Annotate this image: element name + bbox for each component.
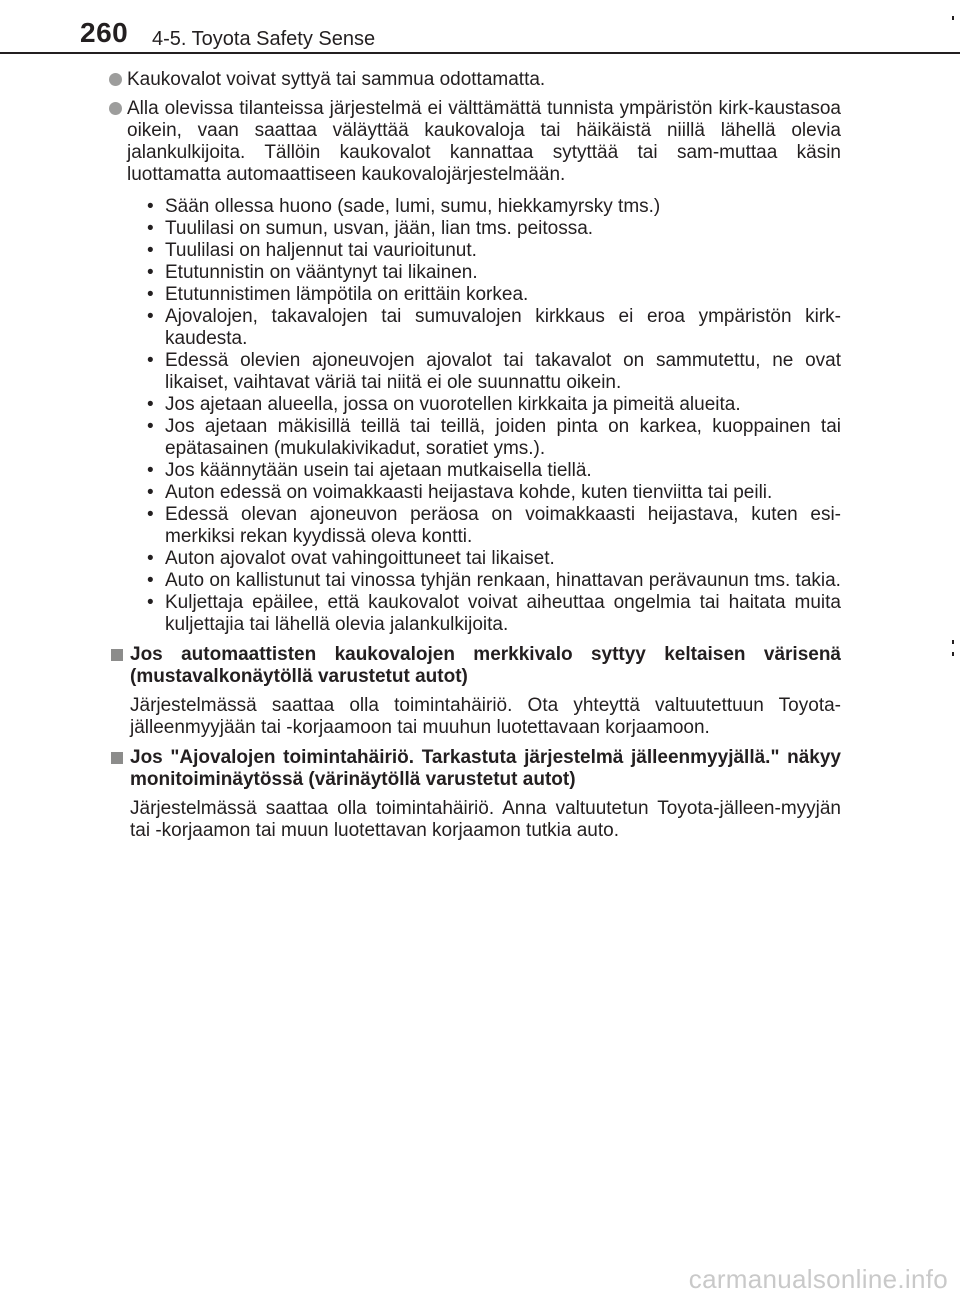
- edge-mark: [952, 652, 954, 656]
- bullet-icon: •: [147, 262, 154, 283]
- bullet-icon: •: [147, 350, 154, 371]
- section-square-icon: [111, 649, 123, 661]
- paragraph-text: Alla olevissa tilanteissa järjestelmä ei välttämättä tunnista ympäristön kirk-kaustasoa oikein, vaan saattaa väläyttää kaukovaloja tai häikäistä niillä lähellä olevia jalankulkijoita. Tällöin kaukovalot kannattaa sytyttää tai sam-muttaa käsin luottamatta automaattiseen kaukovalojärjestelmään.: [127, 98, 841, 185]
- list-item: • Jos ajetaan mäkisillä teillä tai teillä, joiden pinta on karkea, kuoppainen tai epätasainen (mukulakivikadut, soratiet yms.).: [147, 416, 841, 459]
- page-header: [0, 0, 960, 56]
- header-divider: [0, 52, 960, 54]
- bullet-icon: •: [147, 482, 154, 503]
- watermark: carmanualsonline.info: [688, 1264, 948, 1294]
- condition-list: [147, 196, 841, 636]
- list-item: • Jos ajetaan alueella, jossa on vuorotellen kirkkaita ja pimeitä alueita.: [147, 394, 741, 415]
- list-item: • Auton ajovalot ovat vahingoittuneet tai likaiset.: [147, 548, 555, 569]
- list-item: • Edessä olevien ajoneuvojen ajovalot tai takavalot on sammutettu, ne ovat likaiset, vaihtavat väriä tai niitä ei ole suunnattu oikein.: [147, 350, 841, 393]
- list-item: • Edessä olevan ajoneuvon peräosa on voimakkaasti heijastava, kuten esi-merkiksi rekan kyydissä oleva kontti.: [147, 504, 841, 547]
- bullet-icon: •: [147, 196, 154, 217]
- list-item: • Etutunnistimen lämpötila on erittäin korkea.: [147, 284, 529, 305]
- list-item: • Tuulilasi on haljennut tai vaurioitunut.: [147, 240, 477, 261]
- bullet-icon: •: [147, 504, 154, 525]
- bullet-icon: •: [147, 240, 154, 261]
- edge-mark: [952, 640, 954, 644]
- bullet-dot-icon: [109, 73, 122, 86]
- section-indicator-yellow: [107, 644, 841, 739]
- bullet-icon: •: [147, 306, 154, 327]
- bullet-icon: •: [147, 416, 154, 437]
- bullet-icon: •: [147, 548, 154, 569]
- bullet-dot-icon: [109, 102, 122, 115]
- section-heading: Jos "Ajovalojen toimintahäiriö. Tarkastuta järjestelmä jälleenmyyjällä." näkyy monitoiminäytössä (värinäytöllä varustetut autot): [130, 747, 841, 790]
- paragraph-2: [107, 98, 841, 186]
- list-item: • Jos käännytään usein tai ajetaan mutkaisella tiellä.: [147, 460, 592, 481]
- paragraph-1: [107, 69, 841, 91]
- section-square-icon: [111, 752, 123, 764]
- bullet-icon: •: [147, 284, 154, 305]
- bullet-icon: •: [147, 460, 154, 481]
- section-title: 4-5. Toyota Safety Sense: [152, 28, 376, 50]
- section-headlight-malfunction: [107, 747, 841, 842]
- page-number: 260: [80, 17, 129, 48]
- paragraph-text: Kaukovalot voivat syttyä tai sammua odottamatta.: [127, 69, 546, 90]
- bullet-icon: •: [147, 592, 154, 613]
- list-item: • Auto on kallistunut tai vinossa tyhjän renkaan, hinattavan perävaunun tms. takia.: [147, 570, 841, 591]
- list-item: • Sään ollessa huono (sade, lumi, sumu, hiekkamyrsky tms.): [147, 196, 661, 217]
- section-body: Järjestelmässä saattaa olla toimintahäiriö. Ota yhteyttä valtuutettuun Toyota-jälleenmyyjään tai -korjaamoon tai muuhun luotettavaan korjaamoon.: [130, 695, 841, 738]
- section-body: Järjestelmässä saattaa olla toimintahäiriö. Anna valtuutetun Toyota-jälleen-myyjän tai -korjaamon tai muun luotettavan korjaamon tutkia auto.: [130, 798, 841, 841]
- list-item: • Etutunnistin on vääntynyt tai likainen.: [147, 262, 478, 283]
- bullet-icon: •: [147, 218, 154, 239]
- list-item: • Tuulilasi on sumun, usvan, jään, lian tms. peitossa.: [147, 218, 594, 239]
- list-item: • Kuljettaja epäilee, että kaukovalot voivat aiheuttaa ongelmia tai haitata muita kuljettajia tai lähellä olevia jalankulkijoita.: [147, 592, 841, 635]
- bullet-icon: •: [147, 394, 154, 415]
- edge-mark: [952, 16, 954, 20]
- list-item: • Ajovalojen, takavalojen tai sumuvalojen kirkkaus ei eroa ympäristön kirk-kaudesta.: [147, 306, 841, 349]
- bullet-icon: •: [147, 570, 154, 591]
- list-item: • Auton edessä on voimakkaasti heijastava kohde, kuten tienviitta tai peili.: [147, 482, 773, 503]
- section-heading: Jos automaattisten kaukovalojen merkkivalo syttyy keltaisen värisenä (mustavalkonäytöllä varustetut autot): [130, 644, 841, 687]
- page-content: [107, 69, 841, 842]
